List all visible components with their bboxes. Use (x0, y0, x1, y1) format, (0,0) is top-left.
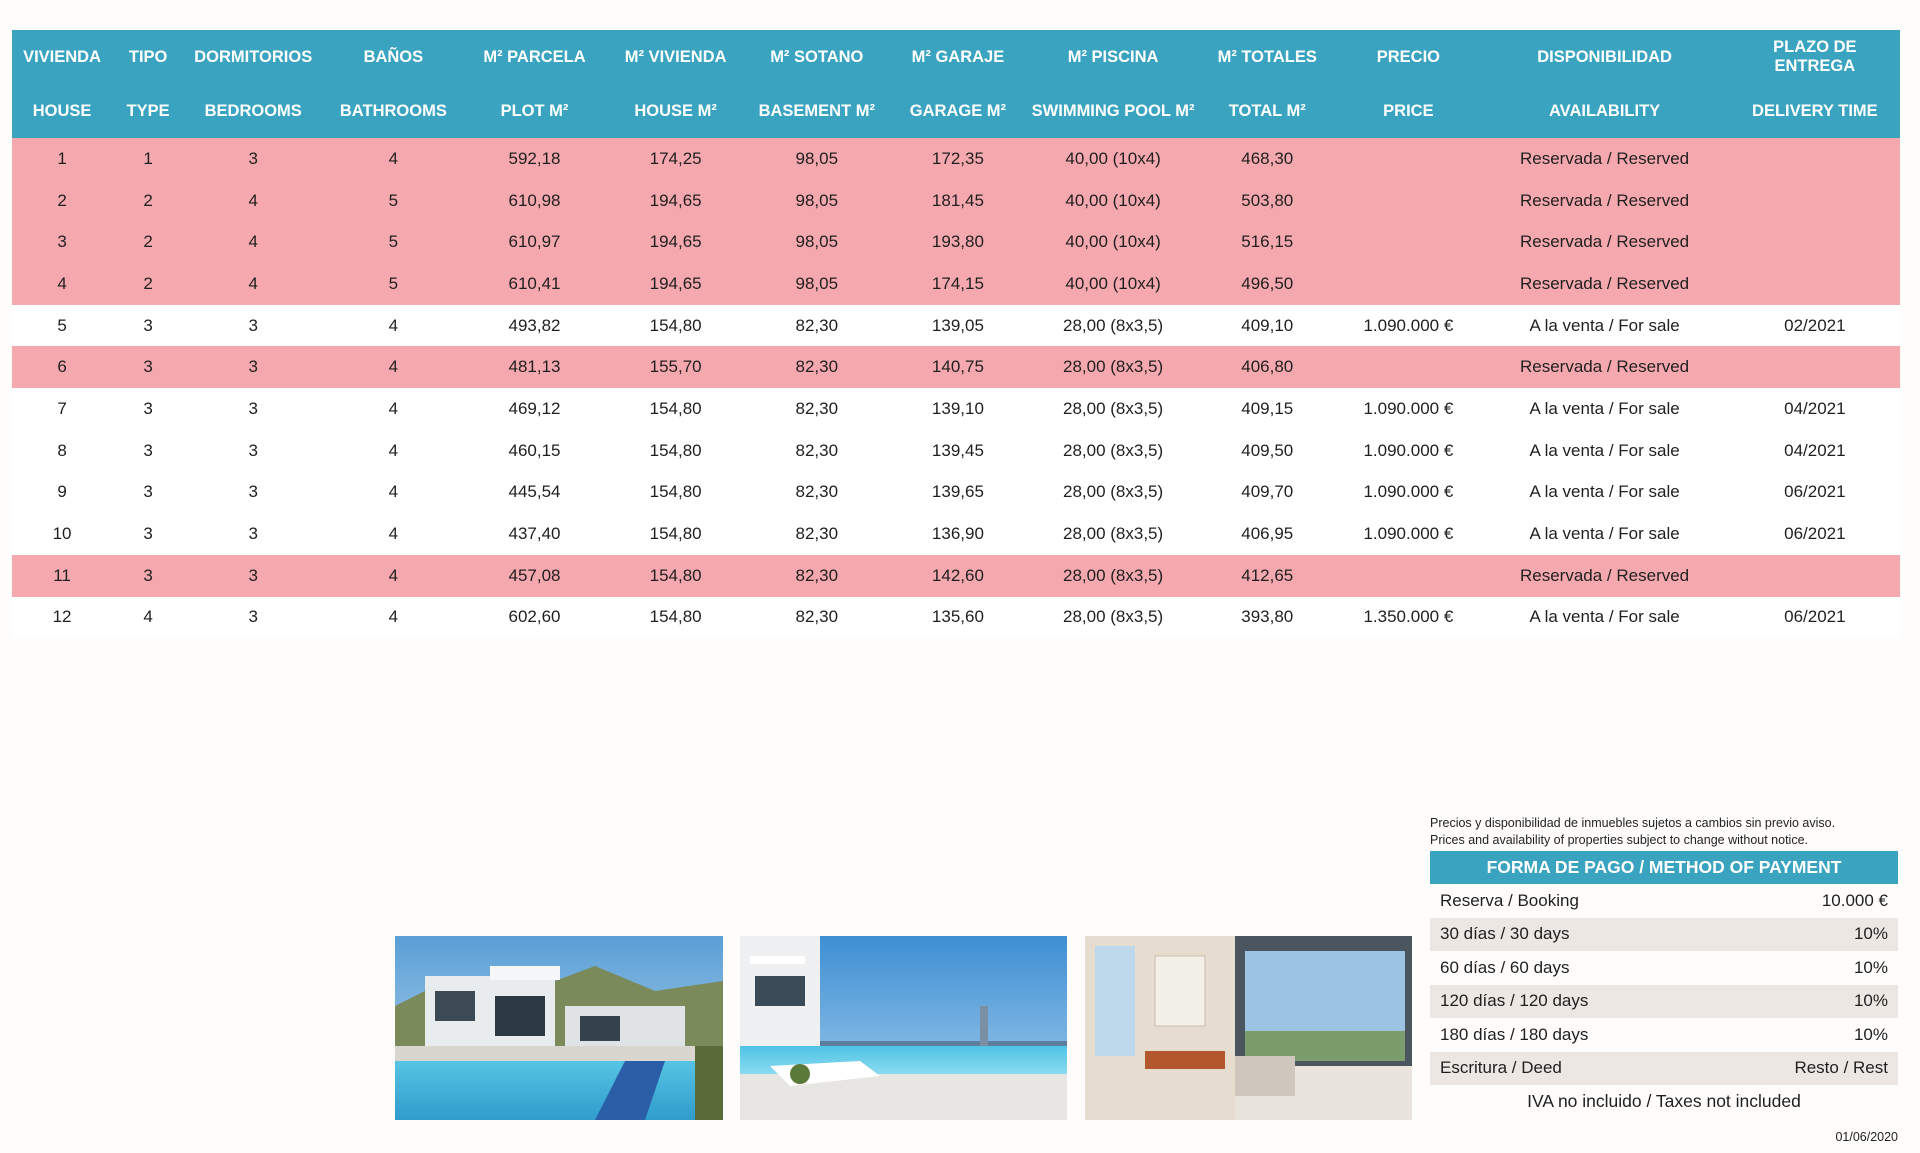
payment-method-box (1430, 851, 1898, 1118)
table-row (12, 472, 1900, 514)
table-cell: 140,75 (887, 346, 1029, 388)
table-cell: 4 (322, 555, 464, 597)
table-cell: 3 (184, 513, 322, 555)
payment-row (1430, 951, 1898, 985)
col-header-availability: AVAILABILITY (1479, 84, 1729, 138)
payment-row (1430, 985, 1898, 1019)
table-cell: 1.090.000 € (1337, 388, 1479, 430)
table-cell: 28,00 (8x3,5) (1029, 305, 1197, 347)
table-cell: 154,80 (605, 472, 747, 514)
table-cell (1730, 180, 1900, 222)
table-cell: 98,05 (747, 138, 887, 180)
table-cell: 154,80 (605, 388, 747, 430)
table-cell: 28,00 (8x3,5) (1029, 555, 1197, 597)
table-cell: 3 (112, 555, 184, 597)
col-header-garage: GARAGE M² (887, 84, 1029, 138)
table-cell: 142,60 (887, 555, 1029, 597)
table-cell: A la venta / For sale (1479, 388, 1729, 430)
table-cell: A la venta / For sale (1479, 305, 1729, 347)
table-cell: 06/2021 (1730, 513, 1900, 555)
table-cell: 194,65 (605, 180, 747, 222)
payment-row (1430, 1018, 1898, 1052)
table-cell: 3 (112, 513, 184, 555)
table-cell: 2 (112, 221, 184, 263)
table-cell: 40,00 (10x4) (1029, 263, 1197, 305)
col-header-house: HOUSE (12, 84, 112, 138)
table-cell: 28,00 (8x3,5) (1029, 388, 1197, 430)
table-cell: 481,13 (464, 346, 604, 388)
payment-value: Resto / Rest (1794, 1058, 1888, 1078)
payment-value: 10.000 € (1821, 890, 1888, 910)
table-cell (1730, 138, 1900, 180)
col-header-vivienda: VIVIENDA (12, 30, 112, 84)
table-row (12, 138, 1900, 180)
table-cell: 82,30 (747, 513, 887, 555)
table-cell: 610,97 (464, 221, 604, 263)
table-cell: 1 (12, 138, 112, 180)
table-cell: 4 (322, 346, 464, 388)
table-cell: 82,30 (747, 555, 887, 597)
table-cell: 406,95 (1197, 513, 1337, 555)
col-header-disponibilidad: DISPONIBILIDAD (1479, 30, 1729, 84)
table-cell (1337, 221, 1479, 263)
table-cell: 1.350.000 € (1337, 597, 1479, 639)
infinity-pool-sea-view-image (740, 936, 1067, 1120)
payment-label: Reserva / Booking (1440, 890, 1579, 910)
col-header-tipo: TIPO (112, 30, 184, 84)
table-cell: 409,70 (1197, 472, 1337, 514)
col-header-banos: BAÑOS (322, 30, 464, 84)
col-header-totales: M² TOTALES (1197, 30, 1337, 84)
table-cell: 393,80 (1197, 597, 1337, 639)
table-cell: 82,30 (747, 305, 887, 347)
table-cell: A la venta / For sale (1479, 513, 1729, 555)
header-row-spanish (12, 30, 1900, 84)
table-cell: 406,80 (1197, 346, 1337, 388)
table-cell: 437,40 (464, 513, 604, 555)
table-cell (1730, 346, 1900, 388)
table-cell: 154,80 (605, 597, 747, 639)
table-cell: 98,05 (747, 263, 887, 305)
table-cell: 4 (184, 180, 322, 222)
table-cell: 5 (322, 263, 464, 305)
table-cell: 409,10 (1197, 305, 1337, 347)
table-row (12, 597, 1900, 639)
payment-label: 30 días / 30 days (1440, 924, 1570, 944)
col-header-total: TOTAL M² (1197, 84, 1337, 138)
col-header-bathrooms: BATHROOMS (322, 84, 464, 138)
table-cell: 9 (12, 472, 112, 514)
table-cell: Reservada / Reserved (1479, 221, 1729, 263)
table-cell: 174,25 (605, 138, 747, 180)
bathroom-bedroom-interior-image (1085, 936, 1412, 1120)
table-cell: 02/2021 (1730, 305, 1900, 347)
table-cell: 3 (112, 346, 184, 388)
table-cell: 5 (322, 180, 464, 222)
table-cell (1730, 263, 1900, 305)
table-cell: 136,90 (887, 513, 1029, 555)
table-cell (1337, 180, 1479, 222)
table-cell: 154,80 (605, 430, 747, 472)
table-cell: 40,00 (10x4) (1029, 221, 1197, 263)
col-header-plazo: PLAZO DE ENTREGA (1730, 30, 1900, 84)
col-header-bedrooms: BEDROOMS (184, 84, 322, 138)
table-cell: 1.090.000 € (1337, 305, 1479, 347)
payment-value: 10% (1853, 924, 1888, 944)
table-cell: 1.090.000 € (1337, 430, 1479, 472)
table-cell (1337, 555, 1479, 597)
table-cell: 460,15 (464, 430, 604, 472)
table-cell: 4 (322, 472, 464, 514)
table-cell: 3 (184, 430, 322, 472)
table-row (12, 388, 1900, 430)
table-cell: 28,00 (8x3,5) (1029, 430, 1197, 472)
col-header-vivienda-m2: M² VIVIENDA (605, 30, 747, 84)
table-cell: 04/2021 (1730, 388, 1900, 430)
table-cell: 592,18 (464, 138, 604, 180)
table-cell: 4 (322, 388, 464, 430)
table-cell: 154,80 (605, 305, 747, 347)
table-cell: Reservada / Reserved (1479, 346, 1729, 388)
table-cell: 4 (12, 263, 112, 305)
table-cell: 3 (112, 305, 184, 347)
table-cell: 1 (112, 138, 184, 180)
table-cell: 194,65 (605, 221, 747, 263)
payment-value: 10% (1853, 957, 1888, 977)
table-cell: 4 (322, 513, 464, 555)
table-cell: 194,65 (605, 263, 747, 305)
table-cell: 7 (12, 388, 112, 430)
table-cell: 28,00 (8x3,5) (1029, 346, 1197, 388)
table-cell: 139,10 (887, 388, 1029, 430)
table-cell: 154,80 (605, 555, 747, 597)
table-row (12, 221, 1900, 263)
table-cell: 457,08 (464, 555, 604, 597)
table-cell: 468,30 (1197, 138, 1337, 180)
col-header-garaje: M² GARAJE (887, 30, 1029, 84)
table-body (12, 138, 1900, 638)
table-row (12, 555, 1900, 597)
payment-label: Escritura / Deed (1440, 1058, 1562, 1078)
payment-value: 10% (1853, 991, 1888, 1011)
table-cell: 4 (322, 138, 464, 180)
table-cell: 3 (184, 472, 322, 514)
table-cell: 11 (12, 555, 112, 597)
col-header-house-m2: HOUSE M² (605, 84, 747, 138)
table-cell: A la venta / For sale (1479, 430, 1729, 472)
table-cell: 28,00 (8x3,5) (1029, 472, 1197, 514)
table-cell: 98,05 (747, 180, 887, 222)
table-cell: 4 (322, 305, 464, 347)
table-cell: 610,98 (464, 180, 604, 222)
table-cell: A la venta / For sale (1479, 597, 1729, 639)
payment-label: 120 días / 120 days (1440, 991, 1589, 1011)
table-cell: 1.090.000 € (1337, 472, 1479, 514)
table-cell: 610,41 (464, 263, 604, 305)
notice-spanish: Precios y disponibilidad de inmuebles sujetos a cambios sin previo aviso. (1430, 816, 1836, 830)
table-cell: 4 (322, 597, 464, 639)
table-cell: 503,80 (1197, 180, 1337, 222)
table-cell: 28,00 (8x3,5) (1029, 597, 1197, 639)
table-cell: 40,00 (10x4) (1029, 138, 1197, 180)
table-cell: 4 (184, 263, 322, 305)
taxes-note: IVA no incluido / Taxes not included (1527, 1091, 1801, 1111)
table-cell: 496,50 (1197, 263, 1337, 305)
table-cell: 82,30 (747, 597, 887, 639)
col-header-dormitorios: DORMITORIOS (184, 30, 322, 84)
table-cell: Reservada / Reserved (1479, 555, 1729, 597)
table-cell: 1.090.000 € (1337, 513, 1479, 555)
notice-english: Prices and availability of properties subject to change without notice. (1430, 833, 1808, 847)
table-cell: 409,15 (1197, 388, 1337, 430)
table-cell: 10 (12, 513, 112, 555)
table-cell: 172,35 (887, 138, 1029, 180)
table-row (12, 430, 1900, 472)
table-cell: 409,50 (1197, 430, 1337, 472)
table-cell: 3 (112, 430, 184, 472)
table-cell: 135,60 (887, 597, 1029, 639)
payment-label: 60 días / 60 days (1440, 957, 1570, 977)
col-header-plot: PLOT M² (464, 84, 604, 138)
table-cell: 6 (12, 346, 112, 388)
table-cell: 139,65 (887, 472, 1029, 514)
table-cell: 3 (184, 346, 322, 388)
table-cell: A la venta / For sale (1479, 472, 1729, 514)
col-header-pool: SWIMMING POOL M² (1029, 84, 1197, 138)
table-cell: 06/2021 (1730, 472, 1900, 514)
table-cell: 8 (12, 430, 112, 472)
table-cell: 28,00 (8x3,5) (1029, 513, 1197, 555)
payment-row (1430, 918, 1898, 952)
payment-row (1430, 884, 1898, 918)
table-cell: 516,15 (1197, 221, 1337, 263)
table-cell: 12 (12, 597, 112, 639)
col-header-price: PRICE (1337, 84, 1479, 138)
table-cell: 06/2021 (1730, 597, 1900, 639)
document-date: 01/06/2020 (1835, 1130, 1898, 1144)
header-row-english (12, 84, 1900, 138)
table-cell: 193,80 (887, 221, 1029, 263)
table-cell: 82,30 (747, 388, 887, 430)
table-cell: 4 (322, 430, 464, 472)
table-cell: 3 (112, 472, 184, 514)
table-cell: 3 (184, 305, 322, 347)
table-cell: 5 (322, 221, 464, 263)
payment-label: 180 días / 180 days (1440, 1024, 1589, 1044)
price-change-notice (1430, 815, 1900, 849)
table-cell: 181,45 (887, 180, 1029, 222)
table-cell: 602,60 (464, 597, 604, 639)
col-header-sotano: M² SOTANO (747, 30, 887, 84)
table-cell: 98,05 (747, 221, 887, 263)
table-cell: Reservada / Reserved (1479, 180, 1729, 222)
table-cell: 3 (112, 388, 184, 430)
table-row (12, 305, 1900, 347)
table-cell: 139,05 (887, 305, 1029, 347)
villa-exterior-pool-image (395, 936, 723, 1120)
table-cell: 493,82 (464, 305, 604, 347)
table-cell: 82,30 (747, 430, 887, 472)
payment-row (1430, 1052, 1898, 1086)
table-cell (1337, 263, 1479, 305)
col-header-delivery: DELIVERY TIME (1730, 84, 1900, 138)
table-cell: Reservada / Reserved (1479, 138, 1729, 180)
table-cell (1337, 138, 1479, 180)
table-cell: 155,70 (605, 346, 747, 388)
table-row (12, 346, 1900, 388)
table-cell: 04/2021 (1730, 430, 1900, 472)
table-cell: 82,30 (747, 472, 887, 514)
table-cell: 4 (112, 597, 184, 639)
table-row (12, 513, 1900, 555)
table-cell (1337, 346, 1479, 388)
table-cell: 154,80 (605, 513, 747, 555)
table-cell: 82,30 (747, 346, 887, 388)
table-cell: 2 (12, 180, 112, 222)
table-row (12, 263, 1900, 305)
table-cell: 445,54 (464, 472, 604, 514)
col-header-basement: BASEMENT M² (747, 84, 887, 138)
table-cell: 2 (112, 180, 184, 222)
table-cell: 469,12 (464, 388, 604, 430)
table-cell: 412,65 (1197, 555, 1337, 597)
table-cell: 3 (184, 555, 322, 597)
property-availability-table (12, 30, 1900, 638)
table-cell (1730, 221, 1900, 263)
table-cell: 4 (184, 221, 322, 263)
col-header-piscina: M² PISCINA (1029, 30, 1197, 84)
table-cell: 3 (184, 597, 322, 639)
table-cell: 40,00 (10x4) (1029, 180, 1197, 222)
payment-value: 10% (1853, 1024, 1888, 1044)
table-cell: 3 (12, 221, 112, 263)
col-header-precio: PRECIO (1337, 30, 1479, 84)
table-cell (1730, 555, 1900, 597)
table-cell: 174,15 (887, 263, 1029, 305)
table-cell: 139,45 (887, 430, 1029, 472)
table-cell: 2 (112, 263, 184, 305)
table-cell: Reservada / Reserved (1479, 263, 1729, 305)
table-cell: 3 (184, 138, 322, 180)
table-cell: 3 (184, 388, 322, 430)
table-row (12, 180, 1900, 222)
col-header-parcela: M² PARCELA (464, 30, 604, 84)
col-header-type: TYPE (112, 84, 184, 138)
payment-title: FORMA DE PAGO / METHOD OF PAYMENT (1430, 851, 1898, 884)
table-cell: 5 (12, 305, 112, 347)
